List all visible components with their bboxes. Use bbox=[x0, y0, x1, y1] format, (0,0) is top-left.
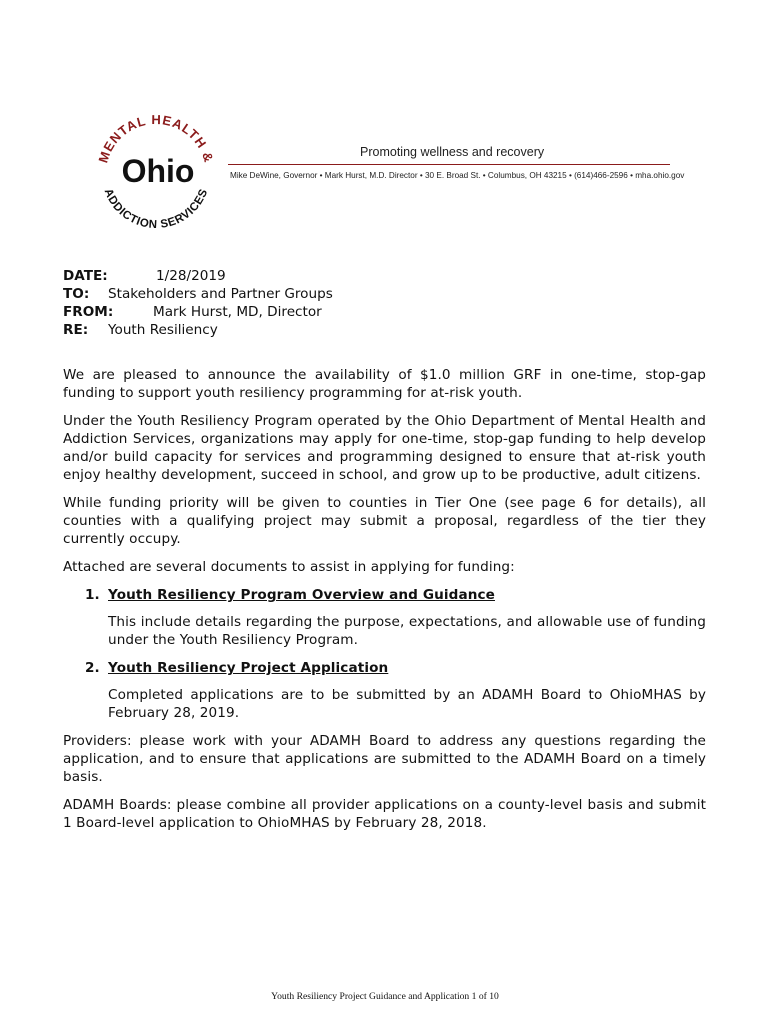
to-label: TO: bbox=[63, 286, 90, 302]
list-item-heading bbox=[63, 659, 706, 677]
from-label: FROM: bbox=[63, 304, 114, 320]
page-footer: Youth Resiliency Project Guidance and Application 1 of 10 bbox=[271, 991, 499, 1002]
memo-header bbox=[63, 267, 333, 339]
paragraph-attached: Attached are several documents to assist in applying for funding: bbox=[63, 559, 515, 575]
letterhead-rule bbox=[228, 164, 670, 165]
memo-body bbox=[63, 366, 706, 842]
letterhead-tagline: Promoting wellness and recovery bbox=[360, 145, 545, 159]
list-item-text: Completed applications are to be submitted by an ADAMH Board to OhioMHAS by February 28, 2019. bbox=[108, 687, 706, 721]
list-item-number: 2. bbox=[85, 660, 100, 676]
paragraph-providers: Providers: please work with your ADAMH Board to address any questions regarding the application, and to ensure that applications are submitted to the ADAMH Board on a timely basis. bbox=[63, 733, 706, 785]
document-list bbox=[63, 586, 706, 722]
re-value: Youth Resiliency bbox=[108, 322, 218, 338]
letterhead-address: Mike DeWine, Governor • Mark Hurst, M.D. Director • 30 E. Broad St. • Columbus, OH 43215 • (614)466-2596 • mha.ohio.gov bbox=[230, 171, 685, 180]
svg-text:ADDICTION SERVICES bbox=[102, 187, 211, 231]
paragraph-program: Under the Youth Resiliency Program operated by the Ohio Department of Mental Health and Addiction Services, organizations may apply for one-time, stop-gap funding to help develop and/or build capacity for services and programming designed to ensure that at-risk youth enjoy healthy development, succeed in school, and grow up to be productive, adult citizens. bbox=[63, 413, 706, 483]
logo-arc-text-bottom: ADDICTION SERVICES bbox=[101, 187, 211, 232]
date-value: 1/28/2019 bbox=[156, 268, 226, 284]
paragraph-priority: While funding priority will be given to counties in Tier One (see page 6 for details), all counties with a qualifying project may submit a proposal, regardless of the tier they currently occupy. bbox=[63, 495, 706, 547]
from-value: Mark Hurst, MD, Director bbox=[153, 304, 322, 320]
list-item-heading bbox=[63, 586, 706, 604]
logo-arc-text-top: MENTAL HEALTH & bbox=[95, 111, 217, 165]
re-label: RE: bbox=[63, 322, 89, 338]
list-item-number: 1. bbox=[85, 587, 100, 603]
paragraph-adamh-boards: ADAMH Boards: please combine all provider applications on a county-level basis and submit 1 Board-level application to OhioMHAS by February 28, 2018. bbox=[63, 797, 706, 831]
ohiomhas-logo bbox=[92, 110, 220, 238]
list-item-text: This include details regarding the purpose, expectations, and allowable use of funding under the Youth Resiliency Program. bbox=[108, 614, 706, 648]
paragraph-announcement: We are pleased to announce the availability of $1.0 million GRF in one-time, stop-gap funding to support youth resiliency programming for at-risk youth. bbox=[63, 367, 706, 401]
memo-to-row bbox=[63, 285, 333, 303]
list-item-title: Youth Resiliency Program Overview and Guidance bbox=[108, 587, 495, 603]
list-item-title: Youth Resiliency Project Application bbox=[108, 660, 389, 676]
date-label: DATE: bbox=[63, 268, 108, 284]
memo-from-row bbox=[63, 303, 322, 321]
logo-wordmark: Ohio bbox=[121, 153, 195, 189]
memo-date-row bbox=[63, 267, 226, 285]
to-value: Stakeholders and Partner Groups bbox=[108, 286, 333, 302]
memo-re-row bbox=[63, 321, 218, 339]
